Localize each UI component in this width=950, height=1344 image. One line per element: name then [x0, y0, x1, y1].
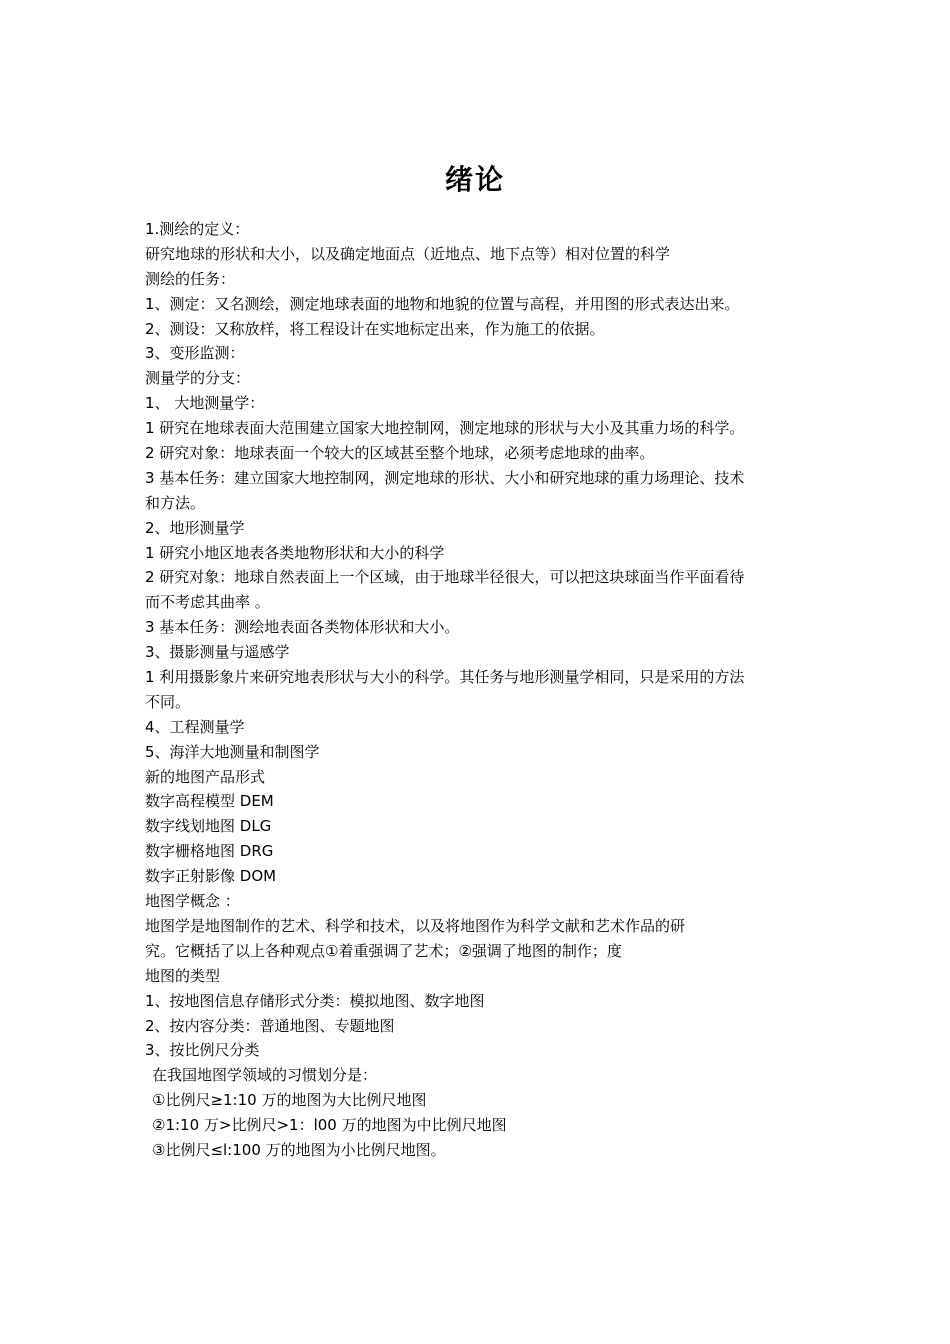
text-line: 数字线划地图 DLG	[145, 817, 272, 836]
text-line: 1、 大地测量学：	[145, 394, 265, 413]
text-line: 5、海洋大地测量和制图学	[145, 742, 320, 761]
text-line: 4、工程测量学	[145, 717, 245, 736]
text-line: 3、变形监测：	[145, 344, 245, 363]
text-line: ①比例尺≥1:10 万的地图为大比例尺地图	[152, 1091, 427, 1110]
text-line: 2、测设：又称放样，将工程设计在实地标定出来，作为施工的依据。	[145, 319, 605, 338]
text-line: 1 利用摄影象片来研究地表形状与大小的科学。其任务与地形测量学相同，只是采用的方法	[145, 668, 745, 687]
text-line: 数字正射影像 DOM	[145, 867, 277, 886]
text-line: 新的地图产品形式	[145, 767, 266, 786]
text-line: 地图学概念 ：	[145, 892, 240, 911]
text-line: 3 基本任务：建立国家大地控制网，测定地球的形状、大小和研究地球的重力场理论、技术	[145, 468, 745, 487]
text-line: ②1:10 万>比例尺>1：l00 万的地图为中比例尺地图	[152, 1116, 507, 1135]
document-body	[145, 217, 815, 1163]
text-line: 不同。	[145, 692, 191, 711]
text-line: 地图学是地图制作的艺术、科学和技术，以及将地图作为科学文献和艺术作品的研	[145, 916, 686, 935]
text-line: 而不考虑其曲率 。	[145, 593, 270, 612]
document-title: 绪论	[444, 163, 505, 196]
text-line: 3 基本任务：测绘地表面各类物体形状和大小。	[145, 618, 460, 637]
text-line: 测绘的任务：	[145, 269, 236, 288]
text-line: 和方法。	[145, 493, 206, 512]
text-line: 3、按比例尺分类	[145, 1041, 260, 1060]
text-line: 研究地球的形状和大小，以及确定地面点（近地点、地下点等）相对位置的科学	[145, 244, 671, 263]
text-line: 1、测定：又名测绘，测定地球表面的地物和地貌的位置与高程，并用图的形式表达出来。	[145, 294, 740, 313]
text-line: ③比例尺≤l:100 万的地图为小比例尺地图。	[152, 1140, 446, 1159]
text-line: 1.测绘的定义：	[145, 220, 250, 238]
text-line: 2、地形测量学	[145, 518, 245, 537]
text-line: 2 研究对象：地球表面一个较大的区域甚至整个地球，必须考虑地球的曲率。	[145, 444, 655, 463]
text-line: 数字高程模型 DEM	[145, 792, 274, 811]
text-line: 2 研究对象：地球自然表面上一个区域，由于地球半径很大，可以把这块球面当作平面看待	[145, 568, 745, 587]
text-line: 3、摄影测量与遥感学	[145, 643, 290, 662]
text-line: 在我国地图学领域的习惯划分是：	[152, 1066, 378, 1085]
text-line: 1 研究在地球表面大范围建立国家大地控制网，测定地球的形状与大小及其重力场的科学。	[145, 419, 745, 438]
text-line: 究。它概括了以上各种观点①着重强调了艺术；②强调了地图的制作；度	[145, 941, 622, 960]
text-line: 1、按地图信息存储形式分类：模拟地图、数字地图	[145, 991, 485, 1010]
text-line: 地图的类型	[145, 966, 221, 985]
text-line: 数字栅格地图 DRG	[145, 842, 274, 861]
text-line: 2、按内容分类：普通地图、专题地图	[145, 1016, 395, 1035]
text-line: 测量学的分支：	[145, 369, 251, 388]
text-line: 1 研究小地区地表各类地物形状和大小的科学	[145, 543, 445, 562]
